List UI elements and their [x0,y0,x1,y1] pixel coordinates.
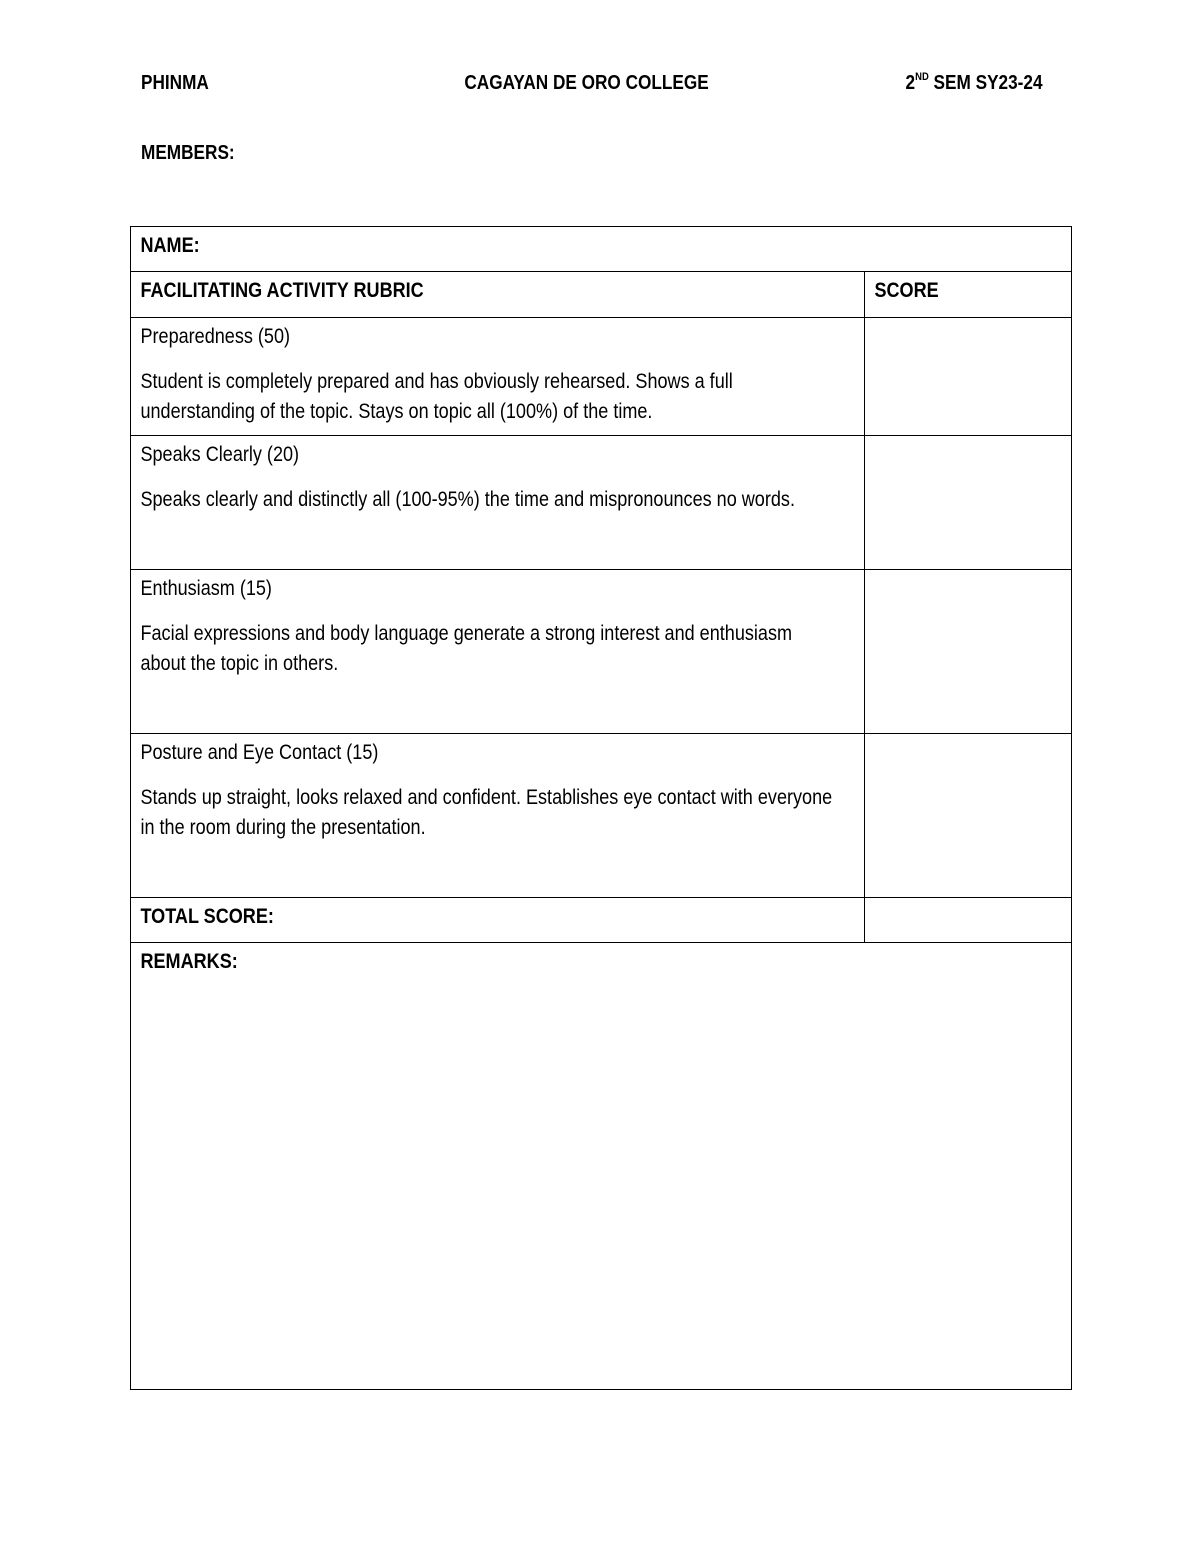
criterion-description: Speaks clearly and distinctly all (100-95%) the time and mispronounces no words. [140,488,795,511]
institution-name: PHINMA [141,72,209,94]
criterion-cell [131,570,865,734]
score-cell-posture[interactable] [865,734,1072,898]
criterion-description: Student is completely prepared and has obviously rehearsed. Shows a full understanding of the topic. Stays on topic all (100%) of the time. [140,370,733,423]
criterion-description: Stands up straight, looks relaxed and confident. Establishes eye contact with everyone in the room during the presentation. [140,786,833,839]
total-row [131,898,1072,943]
criterion-title: Preparedness (50) [140,325,291,348]
name-row [131,227,1072,272]
score-cell-preparedness[interactable] [865,318,1072,436]
members-label: MEMBERS: [141,142,235,164]
name-label: NAME: [140,234,200,257]
criterion-cell [131,318,865,436]
remarks-label: REMARKS: [140,950,238,973]
criterion-description: Facial expressions and body language generate a strong interest and enthusiasm about the topic in others. [140,622,793,675]
total-score-label: TOTAL SCORE: [140,905,274,928]
criterion-row [131,734,1072,898]
criterion-row [131,318,1072,436]
document-header [141,71,1043,102]
rubric-table [130,226,1072,1390]
remarks-field[interactable] [131,943,1072,1390]
score-cell-speaks-clearly[interactable] [865,436,1072,570]
criterion-cell [131,734,865,898]
criterion-title: Enthusiasm (15) [140,577,272,600]
criterion-title: Posture and Eye Contact (15) [140,741,379,764]
score-cell-enthusiasm[interactable] [865,570,1072,734]
remarks-row [131,943,1072,1390]
rubric-header-row [131,272,1072,318]
semester-label: 2ND SEM SY23-24 [905,71,1043,94]
rubric-heading: FACILITATING ACTIVITY RUBRIC [140,279,424,302]
total-label-cell [131,898,865,943]
total-score-cell[interactable] [865,898,1072,943]
score-heading: SCORE [874,279,939,302]
name-field[interactable] [131,227,1072,272]
college-name: CAGAYAN DE ORO COLLEGE [464,72,709,94]
criterion-title: Speaks Clearly (20) [140,443,300,466]
criterion-cell [131,436,865,570]
criterion-row [131,436,1072,570]
score-heading-cell [865,272,1072,318]
criterion-row [131,570,1072,734]
rubric-heading-cell [131,272,865,318]
